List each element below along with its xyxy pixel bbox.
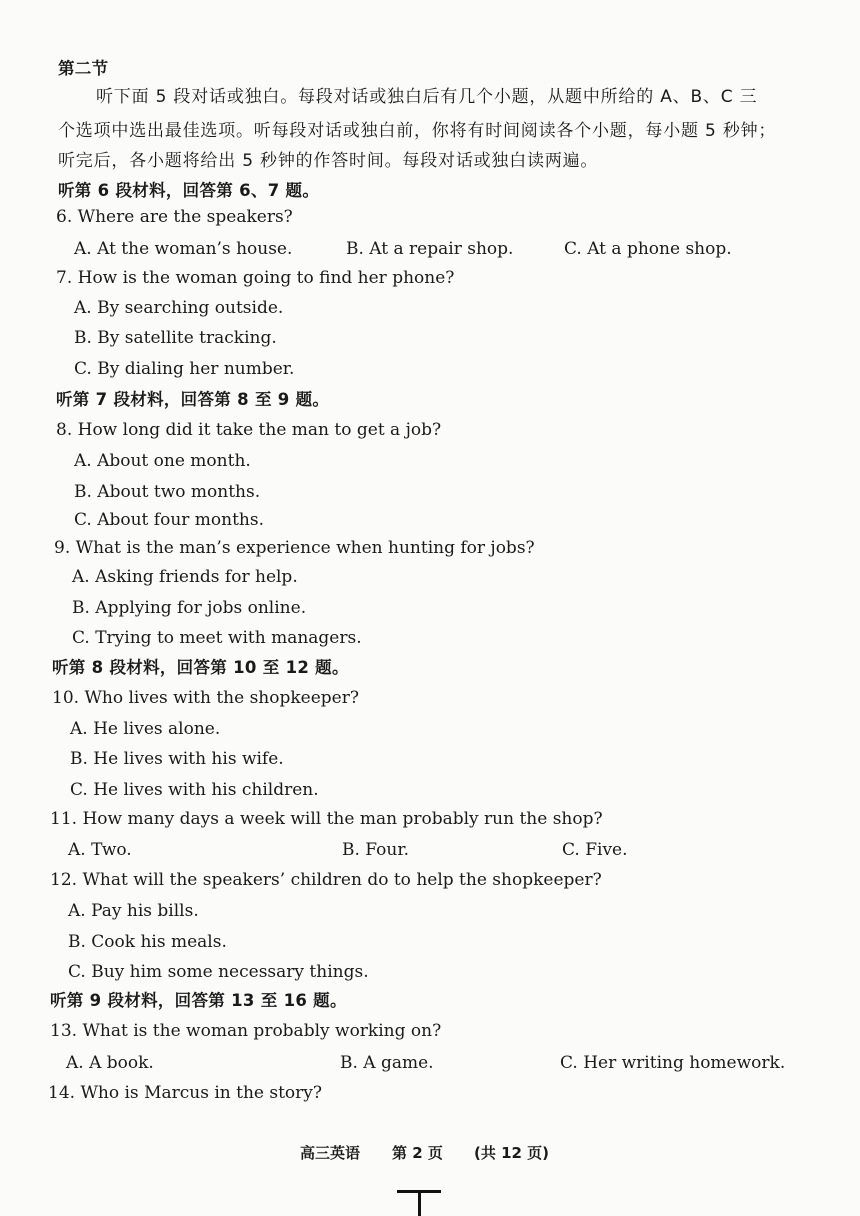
question-stem: 9. What is the man’s experience when hunting for jobs? [54, 538, 535, 558]
question-stem: 12. What will the speakers’ children do to help the shopkeeper? [50, 870, 602, 890]
option-a: A. By searching outside. [74, 298, 284, 318]
footer-total-pages: (共 12 页) [474, 1144, 550, 1162]
footer-subject: 高三英语 [300, 1144, 361, 1162]
option-b: B. A game. [340, 1053, 434, 1073]
option-a: A. A book. [66, 1053, 154, 1073]
question-stem: 7. How is the woman going to find her phone? [56, 268, 455, 288]
footer-page-number: 第 2 页 [392, 1144, 443, 1162]
question-stem: 8. How long did it take the man to get a job? [56, 420, 442, 440]
group-label: 听第 8 段材料，回答第 10 至 12 题。 [52, 658, 349, 677]
option-c: C. About four months. [74, 510, 265, 530]
option-b: B. Applying for jobs online. [72, 598, 307, 618]
option-a: A. Asking friends for help. [72, 567, 298, 587]
option-c: C. Buy him some necessary things. [68, 962, 369, 982]
option-c: C. Her writing homework. [560, 1053, 786, 1073]
question-stem: 6. Where are the speakers? [56, 207, 293, 227]
section-title: 第二节 [58, 59, 109, 78]
option-c: C. Trying to meet with managers. [72, 628, 362, 648]
section-intro-line-1: 听下面 5 段对话或独白。每段对话或独白后有几个小题，从题中所给的 A、B、C 三 [96, 87, 758, 107]
option-c: C. At a phone shop. [564, 239, 732, 259]
option-a: A. Two. [68, 840, 132, 860]
option-c: C. He lives with his children. [70, 780, 319, 800]
group-label: 听第 6 段材料，回答第 6、7 题。 [58, 181, 320, 200]
option-a: A. About one month. [74, 451, 251, 471]
option-a: A. Pay his bills. [68, 901, 199, 921]
option-c: C. By dialing her number. [74, 359, 295, 379]
option-b: B. About two months. [74, 482, 261, 502]
section-intro-line-3: 听完后，各小题将给出 5 秒钟的作答时间。每段对话或独白读两遍。 [58, 151, 599, 171]
option-b: B. He lives with his wife. [70, 749, 284, 769]
option-b: B. At a repair shop. [346, 239, 514, 259]
option-a: A. At the woman’s house. [74, 239, 293, 259]
binding-mark-stem [418, 1190, 421, 1216]
group-label: 听第 7 段材料，回答第 8 至 9 题。 [56, 390, 330, 409]
question-stem: 10. Who lives with the shopkeeper? [52, 688, 359, 708]
option-b: B. By satellite tracking. [74, 328, 277, 348]
option-b: B. Cook his meals. [68, 932, 227, 952]
option-b: B. Four. [342, 840, 410, 860]
group-label: 听第 9 段材料，回答第 13 至 16 题。 [50, 991, 347, 1010]
option-a: A. He lives alone. [70, 719, 221, 739]
option-c: C. Five. [562, 840, 628, 860]
question-stem: 14. Who is Marcus in the story? [48, 1083, 323, 1103]
section-intro-line-2: 个选项中选出最佳选项。听每段对话或独白前，你将有时间阅读各个小题，每小题 5 秒钟； [58, 121, 777, 141]
question-stem: 13. What is the woman probably working on? [50, 1021, 442, 1041]
question-stem: 11. How many days a week will the man probably run the shop? [50, 809, 603, 829]
